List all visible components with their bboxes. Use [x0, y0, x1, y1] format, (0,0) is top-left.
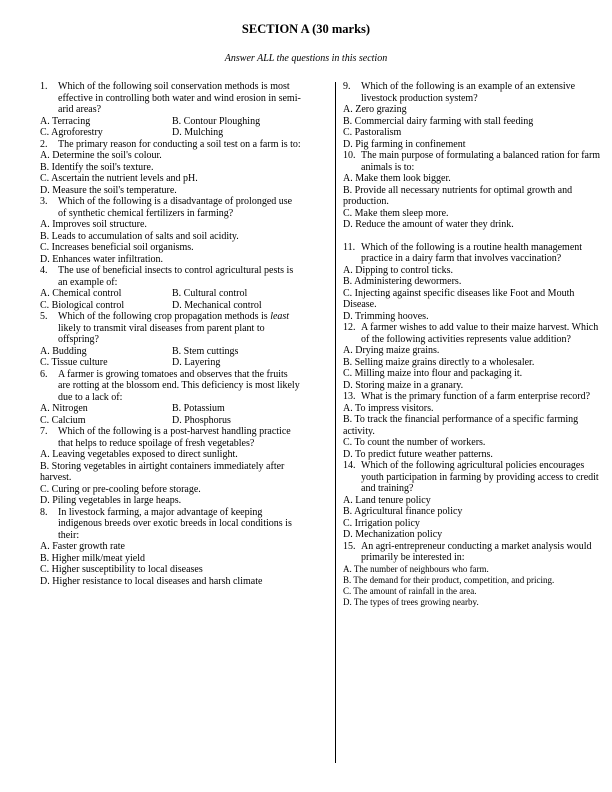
question-stem: What is the primary function of a farm enterprise record?	[361, 391, 591, 402]
option-d: D. Storing maize in a granary.	[343, 379, 464, 391]
question-stem: The main purpose of formulating a balanced ration for farm animals is to:	[361, 150, 601, 173]
option-c: C. Higher susceptibility to local diseases	[40, 564, 203, 575]
option-b: B. Stem cuttings	[172, 345, 239, 357]
option-d: D. To predict future weather patterns.	[343, 448, 493, 460]
question-number: 14.	[343, 460, 356, 471]
question-3	[40, 196, 302, 265]
option-c: C. Pastoralism	[343, 127, 402, 138]
option-c: C. Biological control	[40, 299, 125, 311]
option-d: D. Enhances water infiltration.	[40, 253, 164, 265]
option-b: B. To track the financial performance of a specific farming activity.	[343, 414, 579, 437]
question-stem: Which of the following is a disadvantage of prolonged use of synthetic chemical fertilizers in farming?	[58, 196, 293, 219]
option-b: B. The demand for their product, competition, and pricing.	[343, 574, 555, 585]
question-stem: In livestock farming, a major advantage of keeping indigenous breeds over exotic breeds in local conditions is their:	[58, 506, 292, 541]
section-instructions: Answer ALL the questions in this section	[224, 53, 388, 64]
question-number: 9.	[343, 81, 351, 92]
question-stem: A farmer is growing tomatoes and observes that the fruits are rotting at the blossom end. This deficiency is most likely due to a lack of:	[58, 368, 300, 403]
section-title: SECTION A (30 marks)	[241, 22, 371, 36]
question-6	[40, 369, 302, 427]
option-a: A. Terracing	[40, 115, 91, 127]
question-1	[40, 81, 302, 139]
option-d: D. Pig farming in confinement	[343, 138, 466, 150]
option-a: A. Improves soil structure.	[40, 219, 147, 230]
option-b: B. Administering dewormers.	[343, 276, 462, 287]
question-number: 1.	[40, 81, 48, 92]
question-8	[40, 507, 302, 588]
option-a: A. To impress visitors.	[343, 402, 434, 414]
option-b: B. Identify the soil's texture.	[40, 161, 154, 173]
question-stem: An agri-entrepreneur conducting a market analysis would primarily be interested in:	[361, 540, 592, 563]
option-d: D. Phosphorus	[172, 414, 231, 426]
question-7	[40, 426, 302, 507]
question-number: 13.	[343, 391, 356, 402]
question-stem: The use of beneficial insects to control agricultural pests is an example of:	[58, 265, 294, 288]
option-d: D. Trimming hooves.	[343, 310, 429, 322]
option-a: A. Budding	[40, 345, 87, 357]
question-15	[343, 541, 605, 608]
option-b: B. Provide all necessary nutrients for optimal growth and production.	[343, 184, 573, 207]
question-11	[343, 242, 605, 323]
option-b: B. Leads to accumulation of salts and soil acidity.	[40, 230, 239, 242]
question-12	[343, 322, 605, 391]
option-c: C. Injecting against specific diseases like Foot and Mouth Disease.	[343, 287, 575, 310]
option-a: A. The number of neighbours who farm.	[343, 563, 489, 574]
question-4	[40, 265, 302, 311]
option-a: A. Nitrogen	[40, 403, 88, 414]
option-d: D. Layering	[172, 357, 221, 368]
option-c: C. Milling maize into flour and packaging it.	[343, 368, 523, 379]
question-stem: A farmer wishes to add value to their maize harvest. Which of the following activities represents value addition?	[361, 322, 599, 345]
question-14	[343, 460, 605, 541]
option-b: B. Cultural control	[172, 288, 248, 299]
right-column	[343, 81, 605, 608]
option-c: C. Tissue culture	[40, 357, 108, 368]
question-number: 5.	[40, 311, 48, 322]
question-stem: Which of the following crop propagation methods is least likely to transmit viral diseases from parent plant to offspring?	[58, 311, 290, 345]
option-d: D. Measure the soil's temperature.	[40, 184, 177, 196]
option-b: B. Commercial dairy farming with stall feeding	[343, 115, 534, 127]
question-10	[343, 150, 605, 231]
question-5	[40, 311, 302, 369]
option-a: A. Determine the soil's colour.	[40, 150, 162, 161]
option-d: D. The types of trees growing nearby.	[343, 596, 479, 607]
option-c: C. The amount of rainfall in the area.	[343, 585, 477, 596]
question-number: 8.	[40, 506, 48, 518]
option-a: A. Leaving vegetables exposed to direct sunlight.	[40, 449, 238, 460]
question-number: 3.	[40, 196, 48, 207]
option-a: A. Drying maize grains.	[343, 345, 440, 356]
question-number: 7.	[40, 426, 48, 437]
question-9	[343, 81, 605, 150]
option-c: C. Increases beneficial soil organisms.	[40, 242, 194, 253]
question-number: 6.	[40, 368, 48, 380]
option-c: C. To count the number of workers.	[343, 437, 486, 448]
question-number: 15.	[343, 540, 356, 552]
question-number: 2.	[40, 138, 48, 150]
option-b: B. Agricultural finance policy	[343, 506, 463, 517]
option-a: A. Faster growth rate	[40, 541, 125, 552]
option-b: B. Storing vegetables in airtight containers immediately after harvest.	[40, 460, 285, 483]
question-stem: Which of the following is a post-harvest handling practice that helps to reduce spoilage of fresh vegetables?	[58, 426, 291, 449]
option-d: D. Reduce the amount of water they drink.	[343, 219, 514, 230]
question-number: 4.	[40, 265, 48, 276]
option-a: A. Make them look bigger.	[343, 173, 451, 184]
option-d: D. Mechanical control	[172, 299, 262, 311]
column-divider	[335, 82, 336, 763]
option-a: A. Dipping to control ticks.	[343, 264, 453, 276]
question-stem: Which of the following is a routine health management practice in a dairy farm that involves vaccination?	[361, 241, 583, 264]
option-a: A. Chemical control	[40, 288, 122, 299]
question-stem: Which of the following agricultural policies encourages youth participation in farming by providing access to credit and training?	[361, 460, 599, 494]
option-c: C. Make them sleep more.	[343, 207, 449, 219]
question-number: 10.	[343, 150, 356, 161]
question-2	[40, 139, 302, 197]
option-d: D. Higher resistance to local diseases and harsh climate	[40, 575, 263, 587]
option-b: B. Potassium	[172, 403, 225, 414]
option-b: B. Selling maize grains directly to a wholesaler.	[343, 356, 535, 368]
option-c: C. Curing or pre-cooling before storage.	[40, 483, 201, 495]
option-c: C. Ascertain the nutrient levels and pH.	[40, 173, 198, 184]
question-number: 12.	[343, 322, 356, 333]
option-a: A. Zero grazing	[343, 104, 407, 115]
option-b: B. Higher milk/meat yield	[40, 552, 145, 564]
question-stem: Which of the following soil conservation methods is most effective in controlling both water and wind erosion in semi-arid areas?	[58, 81, 301, 115]
question-stem: Which of the following is an example of an extensive livestock production system?	[361, 81, 576, 104]
left-column	[40, 81, 302, 587]
question-number: 11.	[343, 241, 356, 253]
question-13	[343, 391, 605, 460]
option-d: D. Mechanization policy	[343, 529, 443, 540]
option-d: D. Piling vegetables in large heaps.	[40, 495, 182, 506]
emphasis-least: least	[270, 311, 290, 322]
option-a: A. Land tenure policy	[343, 494, 431, 506]
question-stem: The primary reason for conducting a soil test on a farm is to:	[58, 138, 301, 150]
option-d: D. Mulching	[172, 127, 224, 138]
spacer	[343, 231, 605, 242]
option-c: C. Irrigation policy	[343, 517, 420, 529]
option-c: C. Agroforestry	[40, 127, 103, 138]
option-c: C. Calcium	[40, 414, 86, 426]
option-b: B. Contour Ploughing	[172, 115, 261, 127]
